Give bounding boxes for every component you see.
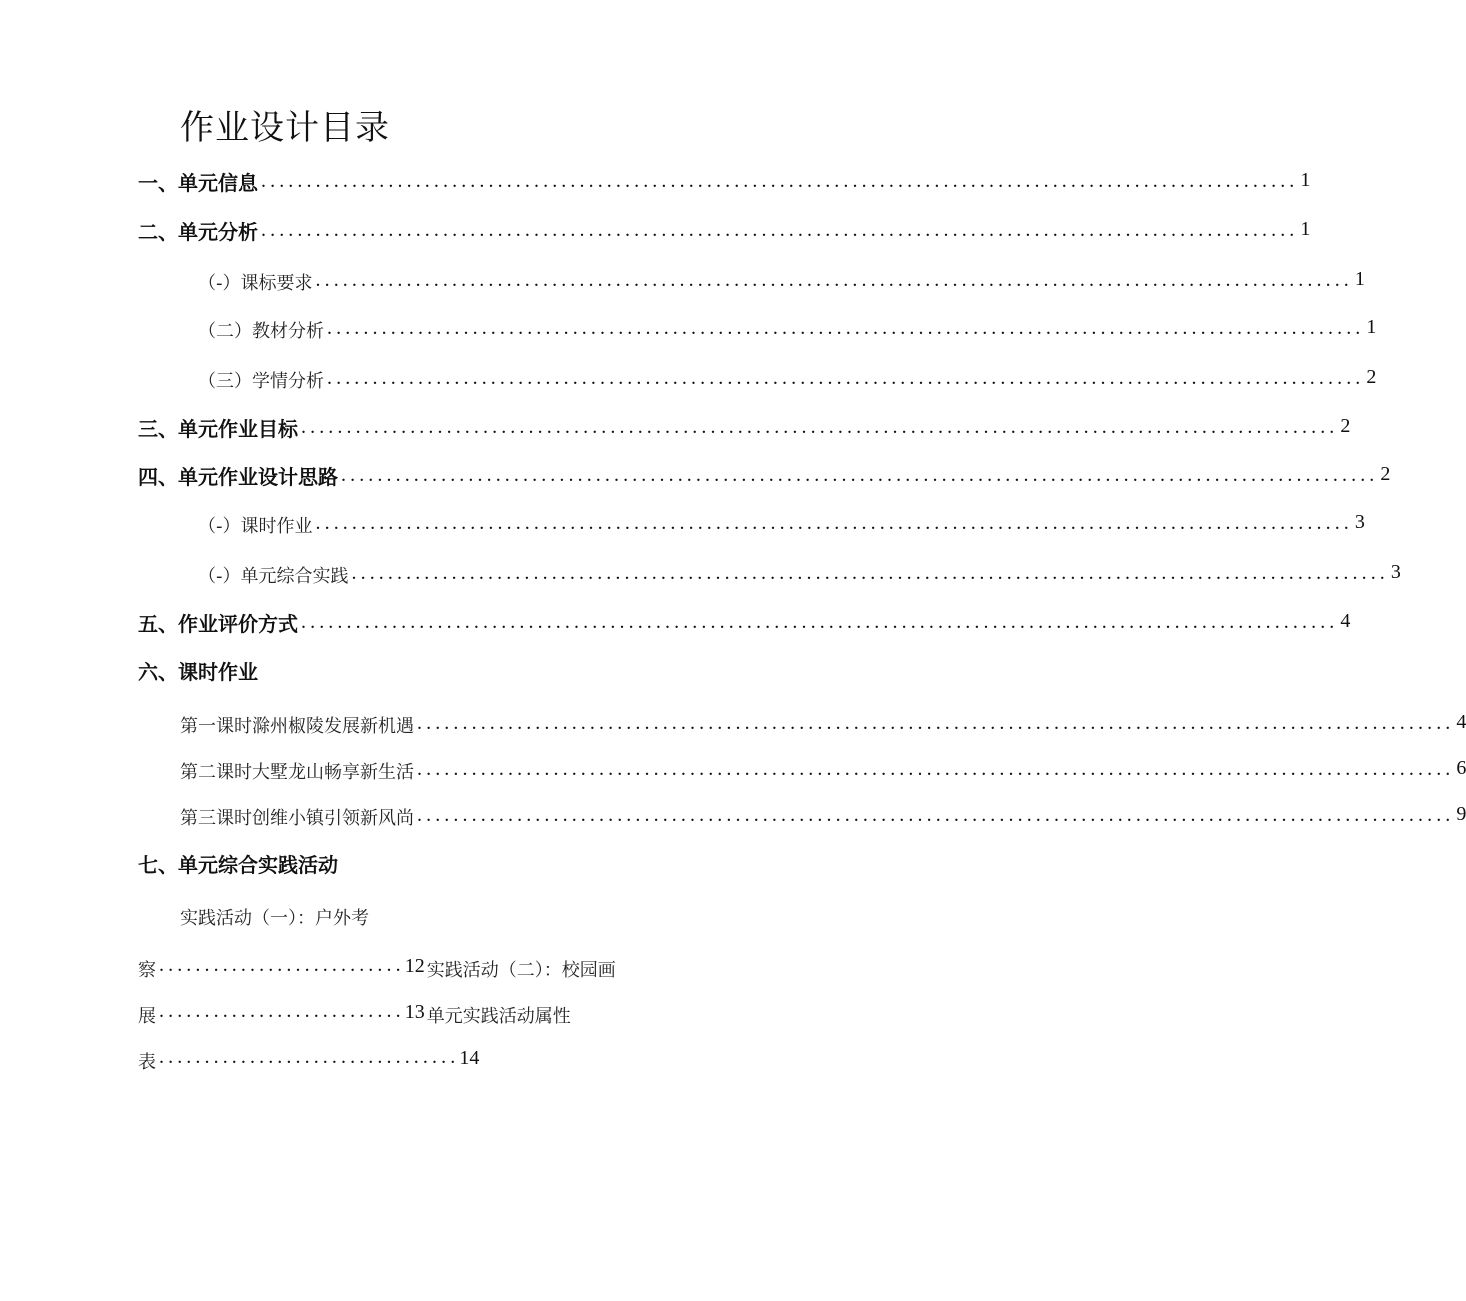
toc-page-number: 12 (404, 955, 425, 977)
toc-page-number: 6 (1456, 757, 1466, 779)
toc-page-number: 2 (1380, 463, 1391, 485)
toc-entry-label: 单元实践活动属性 (426, 1006, 571, 1027)
toc-entry-label: 一、单元信息 (138, 171, 258, 195)
toc-entry[interactable] (138, 215, 1311, 245)
toc-page-number: 14 (459, 1047, 480, 1069)
toc-entry-label: （-）课标要求 (198, 273, 313, 294)
toc-entry[interactable] (198, 265, 1365, 295)
toc-entry[interactable] (198, 363, 1377, 393)
toc-entry-label: 五、作业评价方式 (138, 612, 298, 636)
toc-entry[interactable] (198, 508, 1365, 538)
toc-page-number: 1 (1366, 316, 1377, 338)
toc-tail-line[interactable] (138, 1044, 481, 1074)
toc-page-number: 2 (1366, 366, 1377, 388)
toc-section-heading[interactable] (138, 848, 751, 878)
toc-page-number: 9 (1456, 803, 1466, 825)
toc-tail-line[interactable] (180, 900, 369, 930)
toc-entry-label: 二、单元分析 (138, 220, 258, 244)
toc-entry-label: （-）课时作业 (198, 516, 313, 537)
dot-leader: ........................... (159, 954, 405, 976)
toc-tail-line[interactable] (138, 998, 571, 1028)
toc-page-number: 3 (1390, 561, 1401, 583)
toc-page-number: 4 (1456, 711, 1466, 733)
dot-leader: .................................................................................................................. (417, 758, 1455, 780)
dot-leader: .................................................................................................................. (341, 464, 1379, 486)
toc-entry[interactable] (138, 166, 1311, 196)
toc-entry[interactable] (138, 607, 1351, 637)
toc-entry-label: （三）学情分析 (198, 371, 324, 392)
toc-page-number: 3 (1354, 511, 1365, 533)
dot-leader: .................................................................................................................. (327, 367, 1365, 389)
toc-entry-label: 四、单元作业设计思路 (138, 465, 338, 489)
toc-page-number: 4 (1340, 610, 1351, 632)
dot-leader: .................................................................................................................. (301, 416, 1339, 438)
dot-leader: .................................................................................................................. (261, 219, 1299, 241)
dot-leader: .................................................................................................................. (301, 611, 1339, 633)
toc-tail-line[interactable] (138, 952, 616, 982)
toc-entry[interactable] (138, 460, 1391, 490)
dot-leader: .................................................................................................................. (315, 269, 1353, 291)
toc-entry[interactable] (180, 800, 1466, 830)
toc-entry-label: 第一课时滁州椒陵发展新机遇 (180, 716, 414, 737)
toc-entry[interactable] (138, 412, 1351, 442)
toc-entry[interactable] (198, 313, 1377, 343)
toc-entry-label: 展 (138, 1006, 156, 1027)
toc-entry-label: （二）教材分析 (198, 321, 324, 342)
dot-leader: ................................. (159, 1046, 460, 1068)
toc-entry-label: 七、单元综合实践活动 (138, 853, 338, 877)
toc-entry-label: 第三课时创维小镇引领新风尚 (180, 808, 414, 829)
toc-entry-label: 实践活动（二）：校园画 (426, 960, 616, 981)
toc-page-number: 1 (1300, 218, 1311, 240)
dot-leader: ........................... (159, 1000, 405, 1022)
toc-entry[interactable] (180, 708, 1466, 738)
dot-leader: .................................................................................................................. (315, 512, 1353, 534)
toc-entry-label: 六、课时作业 (138, 660, 258, 684)
dot-leader: .................................................................................................................. (327, 317, 1365, 339)
page-title: 作业设计目录 (180, 108, 390, 148)
toc-page-number: 1 (1300, 169, 1311, 191)
toc-entry[interactable] (198, 558, 1401, 588)
dot-leader: .................................................................................................................. (351, 562, 1389, 584)
toc-entry-label: （-）单元综合实践 (198, 566, 349, 587)
toc-page-number: 2 (1340, 415, 1351, 437)
dot-leader: .................................................................................................................. (261, 170, 1299, 192)
toc-entry[interactable] (180, 754, 1466, 784)
toc-entry-label: 实践活动（一）：户外考 (180, 908, 369, 929)
toc-entry-label: 三、单元作业目标 (138, 417, 298, 441)
dot-leader: .................................................................................................................. (417, 712, 1455, 734)
dot-leader: .................................................................................................................. (417, 804, 1455, 826)
toc-entry-label: 第二课时大墅龙山畅享新生活 (180, 762, 414, 783)
toc-section-heading[interactable] (138, 655, 751, 685)
toc-page-number: 13 (404, 1001, 425, 1023)
toc-page-number: 1 (1354, 268, 1365, 290)
toc-entry-label: 表 (138, 1052, 156, 1073)
toc-entry-label: 察 (138, 960, 156, 981)
